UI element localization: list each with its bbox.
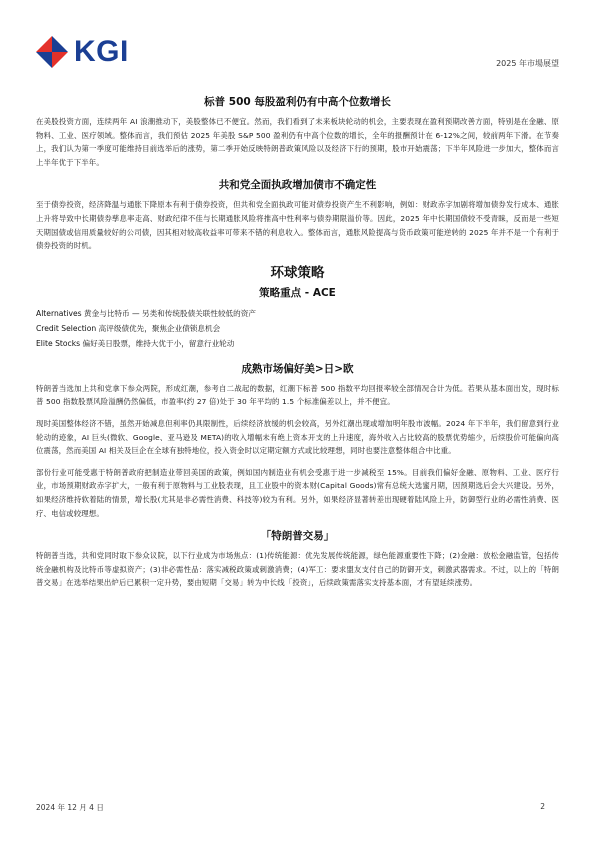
ace-item-elite [36, 336, 559, 351]
ace-key: Credit Selection [36, 323, 97, 333]
page-number: 2 [540, 802, 545, 811]
ace-text: 偏好美日股票，维持大优于小，留意行业轮动 [82, 338, 235, 348]
section-heading-bonds: 共和党全面执政增加债市不确定性 [218, 179, 377, 192]
subheading-ace: 策略重点 - ACE [259, 286, 336, 299]
paragraph-sectors: 部份行业可能受惠于特朗普政府把制造业带回美国的政策，例如国内制造业有机会受惠于进一步减税至 15%。目前我们偏好金融、原物料、工业、医疗行业，市场预期财政赤字扩大，一般有利于原物料与工业股表现，且工业股中的资本财(Capital Goods)常有总统大选蜜月期，因预期选后会大兴建设。另外，如果经济维持软着陆的情景，增长股(尤其是非必需性消费、科技等)较为有利。另外，如果经济显著转差出现硬着陆风险上升，防御型行业的必需性消费、医疗、电信或较理想。 [36, 467, 559, 518]
ace-key: Alternatives [36, 308, 82, 318]
paragraph-trump-trade: 特朗普当选，共和党同时取下参众议院，以下行业成为市场焦点：(1)传统能源：优先发展传统能源，绿色能源重要性下降；(2)金融：放松金融监管，包括传统金融机构及比特币等虚拟资产；(3)非必需性品：落实减税政策或刺激消费；(4)军工：要求盟友支付自己的防御开支，刺激武器需求。不过，以上的「特朗普交易」在选举结果出炉后已累积一定升势，要由短期「交易」转为中长线「投资」，后续政策需落实支持基本面，才有望延续涨势。 [36, 551, 559, 588]
report-title: 2025 年市場展望 [496, 59, 559, 68]
paragraph-us-economy: 现时美国整体经济不错，虽然开始减息但利率仍具限制性，后续经济放缓的机会较高，另外红潮出现或增加明年股市波幅。2024 年下半年，我们留意到行业轮动的迹象，AI 巨头(微软、Google、亚马逊及 META)的收入增幅未有绝上资本开支的上升速度，海外收入占比较高的股票优势缩少，后续股价可能偏向高位震荡，然而美国 AI 相关及巨企在全球有独特地位，投入资金时以定期定额方式或比较理想，同时也要注意整体组合中比重。 [36, 418, 559, 456]
kgi-logo [36, 36, 129, 68]
ace-key: Elite Stocks [36, 338, 81, 348]
section-heading-trump-trade: 「特朗普交易」 [260, 530, 335, 543]
ace-text: 黄金与比特币 — 另类和传统股债关联性较低的资产 [84, 308, 256, 318]
section-heading-sp500: 标普 500 每股盈利仍有中高个位数增长 [204, 96, 391, 108]
ace-text: 高评级债优先，聚焦企业债锁息机会 [98, 323, 221, 333]
paragraph-red-wave: 特朗普当选加上共和党拿下参众两院，形成红潮，参考自二战起的数据，红潮下标普 500 指数平均回报率较全部情况合计为低。若果从基本面出发，现时标普 500 指数股票风险溢酬仍然偏低，市盈率(约 27 倍)处于 30 年平均的 1.5 个标准偏差以上，并不便宜。 [36, 383, 559, 407]
kgi-logo-icon [36, 36, 70, 68]
spacer [36, 351, 559, 361]
footer-date: 2024 年 12 月 4 日 [36, 803, 104, 812]
main-content [36, 94, 559, 598]
paragraph-us-equity: 在美股投资方面，连续两年 AI 浪潮推动下，美股整体已不便宜。然而，我们看到了未来板块轮动的机会，主要表现在盈利预期改善方面，特别是在金融、原物料、工业、医疗领域。整体而言，我们预估 2025 年美股 S&P 500 盈利仍有中高个位数的增长，全年的报酬预计在 6-12%之间，较前两年下滑。在节奏上，我们认为第一季度可能维持目前选举后的涨势，第二季开始反映特朗普政策风险以及经济下行的预期，股市开始震荡；下半年风险进一步加大，整体而言上半年优于下半年。 [36, 117, 559, 167]
ace-item-alternatives [36, 306, 559, 321]
paragraph-bonds: 至于债券投资，经济降温与通胀下降原本有利于债券投资，但共和党全面执政可能对债券投资产生不利影响，例如：财政赤字加剧将增加债券发行成本、通胀上升将导致中长期债券孳息率走高、财政纪律不佳与长期通胀风险将推高中性利率与债券期限溢价等。因此，2025 年中长期国债较不受青睐，反而是一些短天期国债或信用质量较好的公司债，因其相对较高收益率可带来不错的利息收入。整体而言，通胀风险提高与货币政策可能逆转的 2025 年并不是一个有利于债券投资的时机。 [36, 200, 559, 251]
logo-text: KGI [74, 35, 129, 68]
ace-item-credit [36, 321, 559, 336]
section-heading-mature-markets: 成熟市场偏好美>日>欧 [241, 362, 354, 375]
section-heading-global-strategy: 环球策略 [270, 264, 325, 281]
